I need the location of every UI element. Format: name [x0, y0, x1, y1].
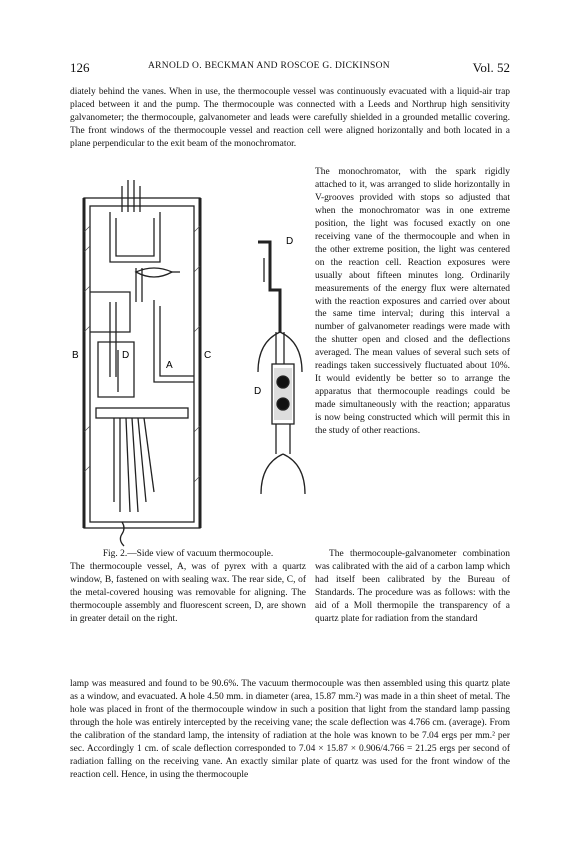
body-paragraph-1: diately behind the vanes. When in use, the thermocouple vessel was continuously evacuated with a liquid-air trap placed between it and the pump. The thermocouple was connected with a Leeds and Northrup high sensitivity galvanometer; the thermocouple, galvanometer and leads were carefully shielded in a grounded metallic covering. The front windows of the thermocouple vessel and reaction cell were aligned horizontally and both located in a plane perpendicular to the exit beam of the monochromator.: [70, 87, 510, 149]
volume-label: Vol. 52: [472, 60, 510, 75]
page-number: 126: [70, 60, 90, 75]
figure-label-a: A: [166, 360, 173, 371]
figure-label-d-lower: D: [254, 386, 262, 397]
figure-label-d-main: D: [122, 350, 130, 361]
running-title-authors: ARNOLD O. BECKMAN AND ROSCOE G. DICKINSON: [148, 61, 390, 71]
body-paragraph-3: lamp was measured and found to be 90.6%. The vacuum thermocouple was then assembled using this quartz plate as a window, and evacuated. A hole 4.50 mm. in diameter (area, 15.87 mm.²) was made in a thin sheet of metal. The hole was placed in front of the thermocouple window in such a position that light from the standard lamp passing through the hole was entirely intercepted by the receiving vane; the scale deflection was 4.766 cm. (average). From the calibration of the standard lamp, the intensity of radiation at the hole was known to be 7.04 ergs per mm.² per sec. Accordingly 1 cm. of scale deflection corresponded to 7.04 × 15.87 × 0.906/4.766 = 21.25 ergs per second of radiation falling on the receiving vane. An exactly similar plate of quartz was used for the front window of the reaction cell. Hence, in using the thermocouple: [70, 679, 510, 780]
figure-caption: [70, 548, 306, 626]
housing-outline: [84, 198, 200, 528]
housing-inner: [90, 206, 194, 522]
figure-label-b: B: [72, 350, 79, 361]
caption-body: The thermocouple vessel, A, was of pyrex with a quartz window, B, fastened on with sealing wax. The rear side, C, of the metal-covered housing was removable for aligning. The thermocouple assembly and fluorescent screen, D, are shown in greater detail on the right.: [70, 562, 306, 624]
caption-title: Fig. 2.—Side view of vacuum thermocouple.: [102, 549, 274, 559]
figure-label-d-upper: D: [286, 236, 294, 247]
figure-label-c: C: [204, 350, 212, 361]
figure-thermocouple-diagram: [70, 172, 310, 552]
right-column-paragraph-1: The monochromator, with the spark rigidly attached to it, was arranged to slide horizontally in V-grooves provided with stops so adjusted that when the monochromator was in one extreme position, the light was focused exactly on one receiving vane of the thermocouple and when in the other extreme position, the light was centered on the reaction cell. Reaction exposures were usually about fifteen minutes long. Ordinarily measurements of the energy flux were alternated with the reaction exposures and carried over about the same time interval; during this interval a number of galvanometer readings were made with the shutter open and closed and the deflections averaged. The mean values of several such sets of readings taken successively fluctuated about 10%. It would evidently be better so to arrange the apparatus that thermocouple readings could be made simultaneously with the reaction; apparatus is now being constructed which will permit this in the study of other reactions.: [315, 167, 510, 437]
page-header: [70, 60, 510, 76]
right-column-paragraph-2: The thermocouple-galvanometer combination was calibrated with the aid of a carbon lamp which had itself been calibrated by the Bureau of Standards. The procedure was as follows: with the aid of a Moll thermopile the transparency of a quartz plate for radiation from the standard: [315, 549, 510, 624]
